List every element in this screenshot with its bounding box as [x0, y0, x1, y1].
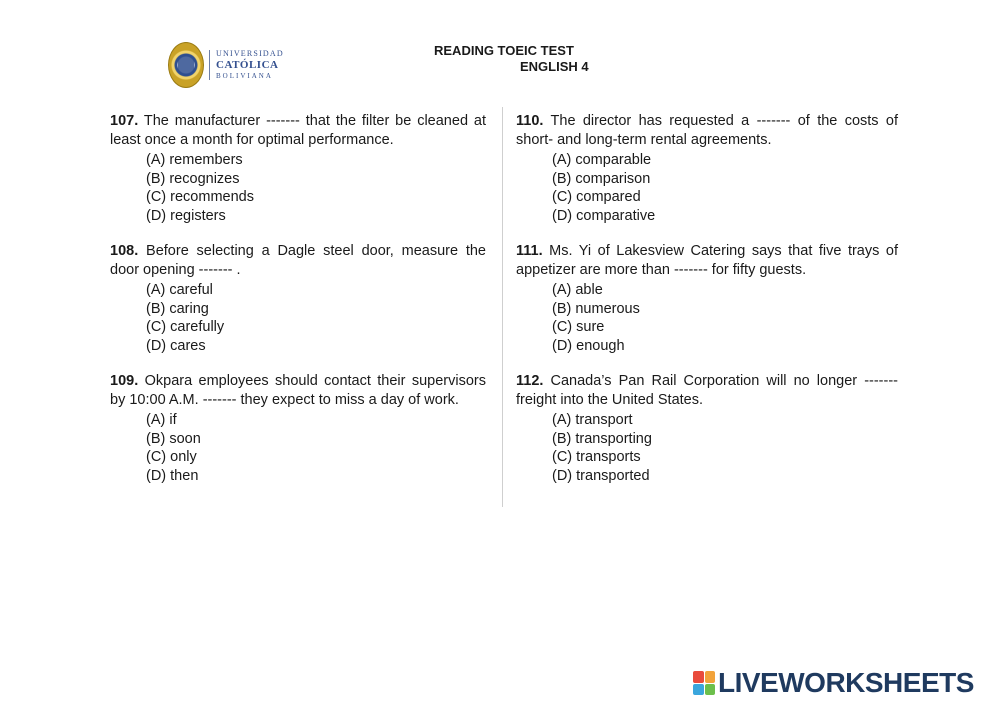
- question-107: [110, 112, 486, 225]
- option-d[interactable]: (D) comparative: [552, 207, 656, 224]
- option-a[interactable]: (A) careful: [146, 282, 213, 298]
- logo-divider: [209, 50, 210, 80]
- option-c[interactable]: (C) carefully: [146, 319, 225, 335]
- option-b[interactable]: (B) recognizes: [146, 170, 240, 187]
- question-108: [110, 242, 486, 355]
- question-text: [516, 372, 898, 410]
- option-a[interactable]: (A) able: [552, 282, 603, 298]
- question-text: [110, 112, 486, 150]
- question-109: [110, 372, 486, 485]
- option-d[interactable]: (D) cares: [146, 337, 206, 354]
- question-number: 107.: [110, 113, 139, 129]
- question-number: 112.: [516, 373, 544, 389]
- question-text: [516, 112, 898, 150]
- question-number: 110.: [516, 113, 544, 129]
- option-c[interactable]: (C) compared: [552, 189, 641, 205]
- question-prompt: The manufacturer ------- that the filter be cleaned at least once a month for optimal performance.: [110, 113, 486, 148]
- column-divider: [502, 107, 503, 507]
- question-112: [516, 372, 898, 485]
- page-title: READING TOEIC TEST: [434, 43, 574, 58]
- option-a[interactable]: (A) if: [146, 412, 177, 428]
- option-c[interactable]: (C) transports: [552, 449, 641, 465]
- right-column: [516, 112, 898, 502]
- option-c[interactable]: (C) recommends: [146, 189, 254, 205]
- logo-line-3: BOLIVIANA: [216, 72, 273, 80]
- option-d[interactable]: (D) enough: [552, 337, 625, 354]
- university-logo: [168, 42, 288, 92]
- option-d[interactable]: (D) then: [146, 467, 199, 484]
- option-a[interactable]: (A) remembers: [146, 152, 243, 168]
- liveworksheets-logo: [693, 669, 974, 697]
- option-a[interactable]: (A) comparable: [552, 152, 652, 168]
- option-c[interactable]: (C) sure: [552, 319, 605, 335]
- question-prompt: Before selecting a Dagle steel door, measure the door opening ------- .: [110, 243, 486, 278]
- question-111: [516, 242, 898, 355]
- question-number: 111.: [516, 243, 543, 259]
- question-110: [516, 112, 898, 225]
- option-b[interactable]: (B) numerous: [552, 300, 640, 317]
- left-column: [110, 112, 486, 502]
- question-prompt: Ms. Yi of Lakesview Catering says that five trays of appetizer are more than ------- for fifty guests.: [516, 243, 898, 278]
- question-number: 108.: [110, 243, 139, 259]
- question-prompt: Canada’s Pan Rail Corporation will no longer ------- freight into the United States.: [516, 373, 898, 408]
- question-text: [110, 372, 486, 410]
- option-c[interactable]: (C) only: [146, 449, 197, 465]
- logo-line-2: CATÓLICA: [216, 59, 279, 71]
- brand-name: LIVEWORKSHEETS: [718, 667, 974, 698]
- question-text: [516, 242, 898, 280]
- university-seal-icon: [168, 42, 204, 88]
- question-prompt: The director has requested a ------- of the costs of short- and long-term rental agreements.: [516, 113, 898, 148]
- logo-line-1: UNIVERSIDAD: [216, 49, 284, 58]
- question-text: [110, 242, 486, 280]
- option-a[interactable]: (A) transport: [552, 412, 633, 428]
- question-prompt: Okpara employees should contact their supervisors by 10:00 A.M. ------- they expect to miss a day of work.: [110, 373, 486, 408]
- option-b[interactable]: (B) soon: [146, 430, 201, 447]
- option-b[interactable]: (B) transporting: [552, 430, 652, 447]
- option-b[interactable]: (B) comparison: [552, 170, 651, 187]
- option-b[interactable]: (B) caring: [146, 300, 209, 317]
- liveworksheets-icon: [693, 671, 715, 695]
- logo-wordmark: [216, 49, 296, 80]
- page-subtitle: ENGLISH 4: [520, 59, 589, 74]
- option-d[interactable]: (D) transported: [552, 467, 650, 484]
- option-d[interactable]: (D) registers: [146, 207, 226, 224]
- question-number: 109.: [110, 373, 139, 389]
